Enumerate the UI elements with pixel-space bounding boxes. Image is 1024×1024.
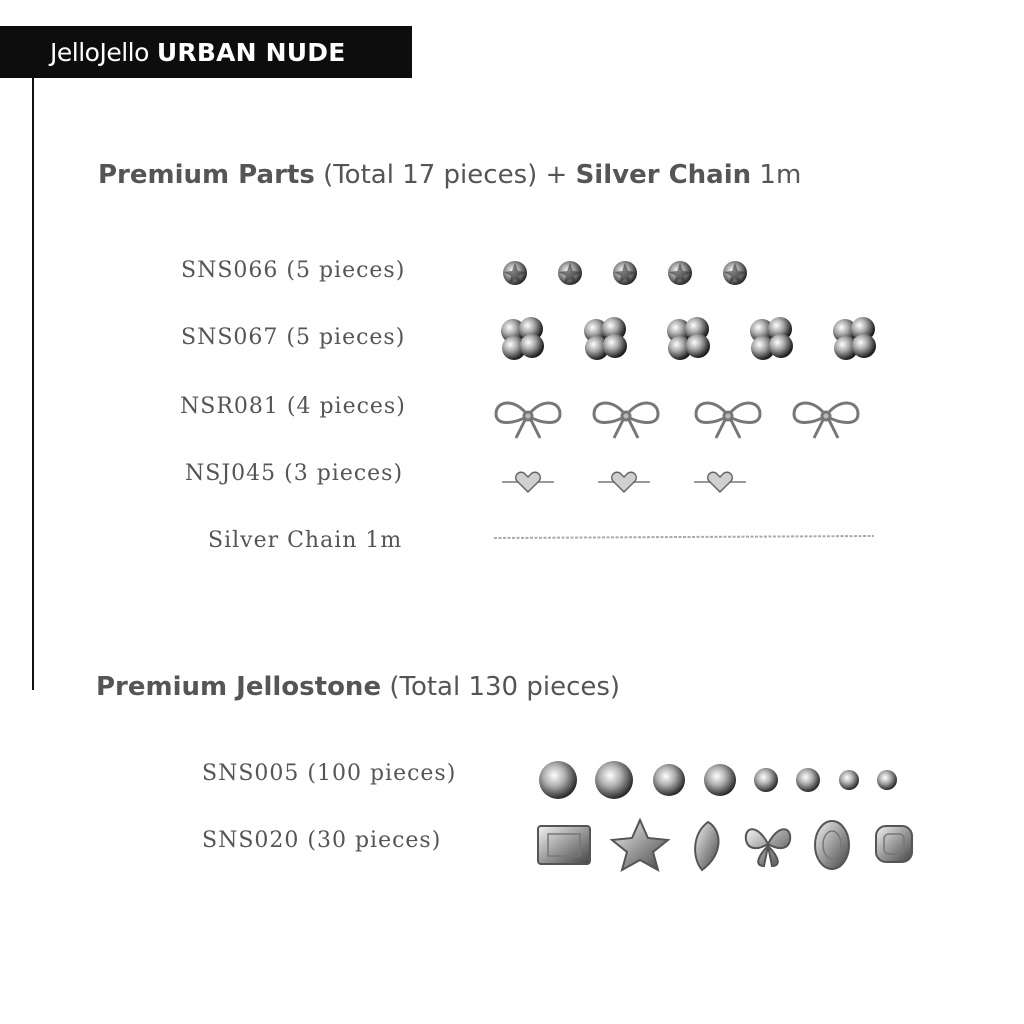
star-stone-icon — [668, 261, 692, 285]
brand-name-bold: URBAN NUDE — [156, 37, 346, 67]
part-label-nsj045: NSJ045 (3 pieces) — [185, 461, 404, 486]
sns066-parts-image — [495, 254, 765, 294]
flower-stone-icon — [501, 317, 544, 360]
heart-connector-icon — [502, 472, 554, 492]
star-shape-stone-icon — [612, 820, 668, 870]
star-stone-icon — [723, 261, 747, 285]
round-stone-icon — [754, 768, 778, 792]
title-bold-2: Silver Chain — [575, 160, 752, 190]
rectangle-stone-icon — [538, 826, 590, 864]
title-regular: (Total 130 pieces) — [381, 672, 621, 702]
star-stone-icon — [558, 261, 582, 285]
butterfly-stone-icon — [746, 829, 790, 866]
round-stone-icon — [796, 768, 820, 792]
flower-stone-icon — [667, 317, 710, 360]
oval-stone-icon — [815, 821, 849, 869]
silver-chain-image — [490, 528, 880, 548]
bow-charm-icon — [794, 403, 858, 438]
star-stone-icon — [503, 261, 527, 285]
round-stone-icon — [877, 770, 897, 790]
vertical-divider — [32, 78, 34, 690]
stone-label-sns020: SNS020 (30 pieces) — [202, 828, 442, 853]
flower-stone-icon — [750, 317, 793, 360]
part-label-sns067: SNS067 (5 pieces) — [181, 325, 406, 350]
round-stone-icon — [653, 764, 685, 796]
bow-charm-icon — [496, 403, 560, 438]
nsr081-parts-image — [488, 388, 873, 444]
round-stone-icon — [704, 764, 736, 796]
part-label-nsr081: NSR081 (4 pieces) — [180, 394, 406, 419]
section-title-premium-parts — [98, 160, 801, 190]
bow-charm-icon — [696, 403, 760, 438]
star-stone-icon — [613, 261, 637, 285]
flower-stone-icon — [833, 317, 876, 360]
marquise-stone-icon — [695, 822, 718, 870]
part-label-sns066: SNS066 (5 pieces) — [181, 258, 406, 283]
sns020-stones-image — [532, 814, 920, 876]
flower-stone-icon — [584, 317, 627, 360]
sns067-parts-image — [490, 308, 890, 368]
round-stone-icon — [839, 770, 859, 790]
cushion-stone-icon — [876, 826, 912, 862]
bow-charm-icon — [594, 403, 658, 438]
heart-connector-icon — [598, 472, 650, 492]
title-bold: Premium Jellostone — [96, 672, 382, 702]
round-stone-icon — [539, 761, 577, 799]
heart-connector-icon — [694, 472, 746, 492]
part-label-silver-chain: Silver Chain 1m — [208, 528, 403, 553]
title-regular: (Total 17 pieces) + — [314, 160, 576, 190]
title-regular-2: 1m — [751, 160, 802, 190]
nsj045-parts-image — [498, 464, 758, 500]
stone-label-sns005: SNS005 (100 pieces) — [202, 761, 457, 786]
round-stone-icon — [595, 761, 633, 799]
title-bold: Premium Parts — [98, 160, 315, 190]
section-title-premium-jellostone — [96, 672, 620, 702]
sns005-stones-image — [532, 756, 912, 804]
brand-name-regular: JelloJello — [50, 37, 149, 67]
brand-banner — [0, 26, 412, 78]
